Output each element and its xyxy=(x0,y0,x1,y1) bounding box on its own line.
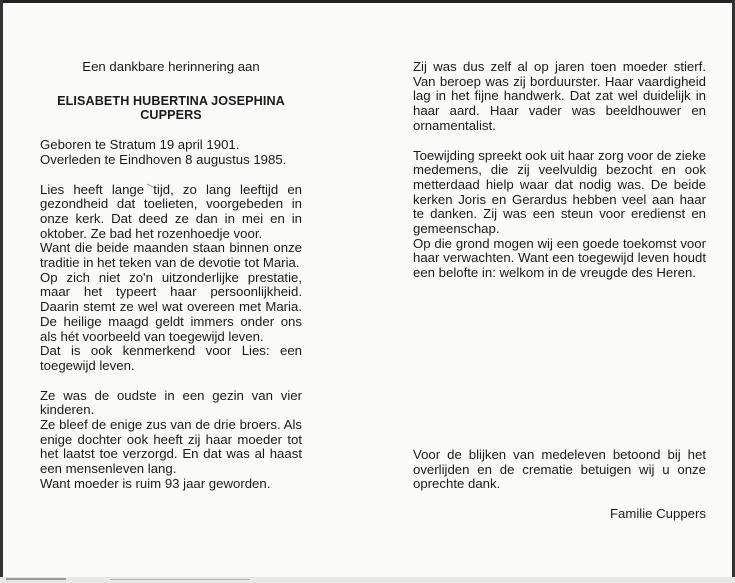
card-left-edge xyxy=(0,0,3,583)
deceased-name-last: CUPPERS xyxy=(140,108,202,123)
paragraph: Zij was dus zelf al op jaren toen moeder stierf. Van beroep was zij borduurster. Haar vaardigheid lag in het fijne handwerk. Dat zat wel duidelijk in haar aard. Haar vader was beeldhouwer en ornamentalist. xyxy=(413,59,706,133)
intro-line: Een dankbare herinnering aan xyxy=(82,59,260,74)
paragraph: Toewijding spreekt ook uit haar zorg voor de zieke medemens, die zij veelvuldig bezocht en ook metterdaad hielp waar dat nodig was. De beide kerken Joris en Gerardus hebben veel aan haar te danken. Zij was een steun voor eredienst en gemeenschap. xyxy=(413,147,706,237)
deceased-name xyxy=(40,94,302,123)
birth-line: Geboren te Stratum 19 april 1901. xyxy=(40,137,240,153)
thanks-text: Voor de blijken van medeleven betoond bij het overlijden en de crematie betuigen wij u onze oprechte dank. xyxy=(413,447,706,492)
death-line: Overleden te Eindhoven 8 augustus 1985. xyxy=(40,151,287,167)
paragraph: Op zich niet zo'n uitzonderlijke prestatie, maar het typeert haar persoonlijkheid. Daarin stemt ze wel wat overeen met Maria. De heilige maagd geldt immers onder ons als hét voorbeeld van toegewijd leven. xyxy=(40,269,302,344)
family-signature: Familie Cuppers xyxy=(609,506,706,522)
paragraph: Want moeder is ruim 93 jaar geworden. xyxy=(40,475,271,491)
paragraph: Ze was de oudste in een gezin van vier kinderen. xyxy=(40,387,302,418)
right-column xyxy=(413,60,706,281)
paragraph: Want die beide maanden staan binnen onze traditie in het teken van de devotie tot Maria. xyxy=(40,240,302,271)
card-bottom-edge xyxy=(0,577,735,583)
paragraph: Ze bleef de enige zus van de drie broers. Als enige dochter ook heeft zij haar moeder tot het laatst toe verzorgd. En dat was al haast een mensenleven lang. xyxy=(40,417,302,477)
left-column xyxy=(40,60,302,492)
card-top-edge xyxy=(0,0,735,3)
paragraph: Op die grond mogen wij een goede toekomst voor haar verwachten. Want een toegewijd leven houdt een belofte in: welkom in de vreugde des Heren. xyxy=(413,235,706,281)
thanks-block xyxy=(413,448,706,522)
paragraph: Lies heeft lange tijd, zo lang leeftijd en gezondheid dat toelieten, voorgebeden in onze kerk. Dat deed ze dan in mei en in oktober. Ze bad het rozenhoedje voor. xyxy=(40,181,302,241)
paragraph: Dat is ook kenmerkend voor Lies: een toegewijd leven. xyxy=(40,343,302,373)
deceased-name-first: ELISABETH HUBERTINA JOSEPHINA xyxy=(57,93,285,108)
